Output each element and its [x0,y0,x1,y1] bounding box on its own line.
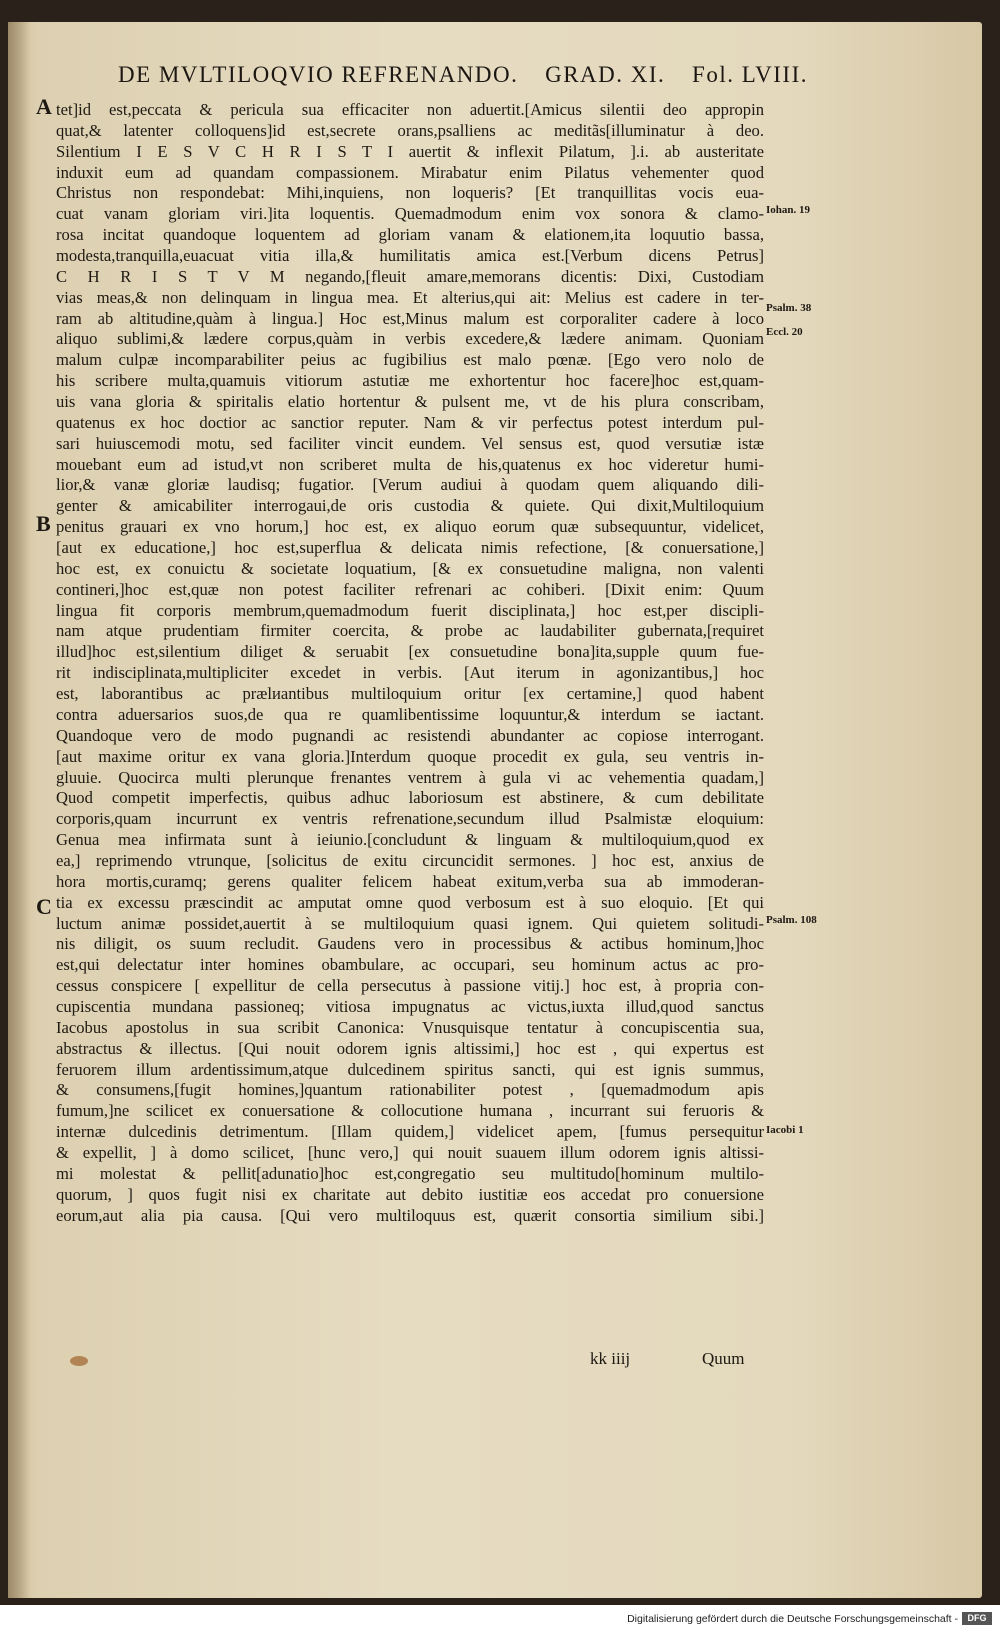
text-line: Silentium I E S V C H R I S T I auertit & inflexit Pilatum, ].i. ab austeritate [56,141,764,161]
text-line: Christus non respondebat: Mihi,inquiens, non loqueris? [Et tranquillitas vocis eua- [56,183,764,203]
text-line: feruorem illum ardentissimum,atque dulcedinem spiritus sancti, qui est ignis summus, [56,1059,764,1079]
text-line: quorum, ] quos fugit nisi ex charitate aut debito iustitiæ eos accedat pro conuersione [56,1184,764,1204]
text-line: [aut ex educatione,] hoc est,superflua & delicata nimis refectione, [& conuersatione,] [56,538,764,558]
text-line: sari huiuscemodi motu, sed faciliter vincit eundem. Vel sensus est, quod versutiæ istæ [56,433,764,453]
text-line: fumum,]ne scilicet ex conuersatione & collocutione humana , incurrant sui feruoris & [56,1101,764,1121]
text-line: ea,] reprimendo vtrunque, [solicitus de exitu circuncidit sermones. ] hoc est, anxius de [56,850,764,870]
text-line: est, laborantibus ac prælиantibus multiloquium oritur [ex certamine,] quod habent [56,684,764,704]
text-line: est,qui delectatur inter homines obambulare, ac occupari, seu hominum actus ac pro- [56,955,764,975]
text-line: penitus grauari ex vno horum,] hoc est, ex aliquo eorum quæ subsequuntur, videlicet, [56,517,764,537]
text-line: mi molestat & pellit[adunatio]hoc est,congregatio seu multitudo[hominum multilo- [56,1163,764,1183]
text-line: & consumens,[fugit homines,]quantum rationabiliter potest , [quemadmodum apis [56,1080,764,1100]
text-line: rit indisciplinata,multipliciter excedet in verbis. [Aut iterum in agonizantibus,] hoc [56,663,764,683]
digitization-footer [0,1605,1000,1632]
text-line: rosa incitat quandoque loquentem ad gloriam vanam & elationem,ita loquutio bassa, [56,225,764,245]
text-line: internæ dulcedinis detrimentum. [Illam quidem,] videlicet apem, [fumus persequitur [56,1122,764,1142]
text-line: cuat vanam gloriam viri.]ita loquentis. Quemadmodum enim vox sonora & clamo- [56,204,764,224]
text-line: ram ab altitudine,quàm à lingua.] Hoc est,Minus malum est corporaliter cadere à loco [56,308,764,328]
margin-note-johan: Iohan. 19 [766,204,811,216]
text-line: Quandoque vero de modo pugnandi ac resistendi abundanter ac copiose interrogant. [56,725,764,745]
text-line: uis vana gloria & spiritalis elatio hortentur & pulsent me, vt de his plura conscribam, [56,392,764,412]
text-line: cessus conspicere [ expellitur de cella persecutus à passione vitij.] hoc est, à propria con- [56,976,764,996]
text-line: hoc est, ex conuictu & societate loquatium, [& ex consuetudine maligna, non valenti [56,558,764,578]
section-marker-b: B [36,511,51,536]
text-line: vias meas,& non delinquam in lingua mea. Et alterius,qui ait: Melius est cadere in ter- [56,287,764,307]
text-line: Quod competit imperfectis, quibus adhuc laboriosum est abstinere, & cum debilitate [56,788,764,808]
running-title: DE MVLTILOQVIO REFRENANDO. [118,62,519,87]
text-line: tia ex excessu præscindit ac amputat omne quod verbosum est à suo eloquio. [Et qui [56,892,764,912]
text-line: lingua fit corporis membrum,quemadmodum fuerit disciplinata,] hoc est,per discipli- [56,600,764,620]
text-line: induxit eum ad quandam compassionem. Mirabatur enim Pilatus vehementer quod [56,162,764,182]
folio-number: Fol. LVIII. [692,62,808,87]
text-line: illud]hoc est,silentium diliget & seruabit [ex consuetudine bona]ita,supple quum fue- [56,642,764,662]
margin-note-iacobi: Iacobi 1 [766,1124,804,1136]
catchword: Quum [702,1349,745,1368]
text-line: quatenus ex hoc doctior ac sanctior reputer. Nam & vir perfectus potest interdum pul- [56,412,764,432]
text-line: corporis,quam incurrunt ex ventris refrenatione,secundum illud Psalmistæ eloquium: [56,809,764,829]
margin-note-psalm-108: Psalm. 108 [766,914,817,926]
text-line: gluuie. Quocirca multi plerunque frenantes ventrem à gula vi ac vehementia quadam,] [56,767,764,787]
text-line: luctum animæ possidet,auertit à se multiloquium quasi ignem. Qui quietem solitudi- [56,913,764,933]
ink-stain [70,1356,88,1366]
margin-note-psalm-38: Psalm. 38 [766,302,812,314]
text-line: contineri,]hoc est,quæ non potest faciliter refrenari ac cohiberi. [Dixit enim: Quum [56,579,764,599]
signature-mark: kk iiij [590,1349,631,1368]
text-line: eorum,aut alia pia causa. [Qui vero multiloquus est, quærit consortia similium sibi.] [56,1205,764,1225]
text-line: tet]id est,peccata & pericula sua efficaciter non aduertit.[Amicus silentii deo appropin [56,100,764,119]
text-line: Iacobus apostolus in sua scribit Canonica: Vnusquisque tentatur à concupiscentia sua, [56,1017,764,1037]
dfg-logo: DFG [962,1612,992,1625]
text-line: malum culpæ incomparabiliter peius ac fugibilius est malo pœnæ. [Ego vero nolo de [56,350,764,370]
text-line: [aut maxime oritur ex vana gloria.]Interdum quoque procedit ex gula, seu ventris in- [56,746,764,766]
text-line: modesta,tranquilla,euacuat vitia illa,& humilitatis amica est.[Verbum dicens Petrus] [56,246,764,266]
text-line: C H R I S T V M negando,[fleuit amare,memorans dicentis: Dixi, Custodiam [56,266,764,286]
text-line: aliquo sublimi,& lædere corpus,quàm in verbis excedere,& lædere animam. Quoniam [56,329,764,349]
text-line: lior,& vanæ gloriæ laudisq; fugatior. [Verum audiui à quodam quem aliquando dili- [56,475,764,495]
text-line: contra aduersarios suos,de qua re quamlibentissime loquuntur,& interdum se iactant. [56,704,764,724]
running-header [118,62,808,88]
text-line: abstractus & illectus. [Qui nouit odorem ignis altissimi,] hoc est , qui expertus est [56,1038,764,1058]
footer-credit: Digitalisierung gefördert durch die Deutsche Forschungsgemeinschaft - [627,1613,958,1625]
text-line: cupiscentia mundana passioneq; vitiosa impugnatus ac victus,iuxta illud,quod sanctus [56,996,764,1016]
text-line: nis diligit, os suum recludit. Gaudens vero in processibus & actibus hominum,]hoc [56,934,764,954]
text-line: Genua mea infirmata sunt à ieiunio.[concludunt & linguam & multiloquium,quod ex [56,830,764,850]
text-line: & expellit, ] à domo scilicet, [hunc vero,] qui nouit suauem illum odorem ignis altissi- [56,1142,764,1162]
text-line: genter & amicabiliter interrogaui,de oris custodia & quiete. Qui dixit,Multiloquium [56,496,764,516]
text-line: nam atque prudentiam firmiter coercita, & probe ac laudabiliter gubernata,[requiret [56,621,764,641]
text-line: hora mortis,curamq; gerens qualiter felicem habeat exitum,verba sua ab immoderan- [56,871,764,891]
text-line: mouebant eum ad istud,vt non scriberet multa de his,quatenus ex hoc videretur humi- [56,454,764,474]
text-line: his scribere multa,quamuis vitiorum astutiæ me exhortentur hoc facere]hoc est,quam- [56,371,764,391]
body-text [56,100,764,1226]
text-line: quat,& latenter colloquens]id est,secrete orans,psalliens ac meditãs[illuminatur à deo. [56,120,764,140]
grade-label: GRAD. XI. [545,62,666,87]
section-marker-a: A [36,94,52,119]
margin-note-eccl: Eccl. 20 [766,326,803,338]
section-marker-c: C [36,894,52,919]
